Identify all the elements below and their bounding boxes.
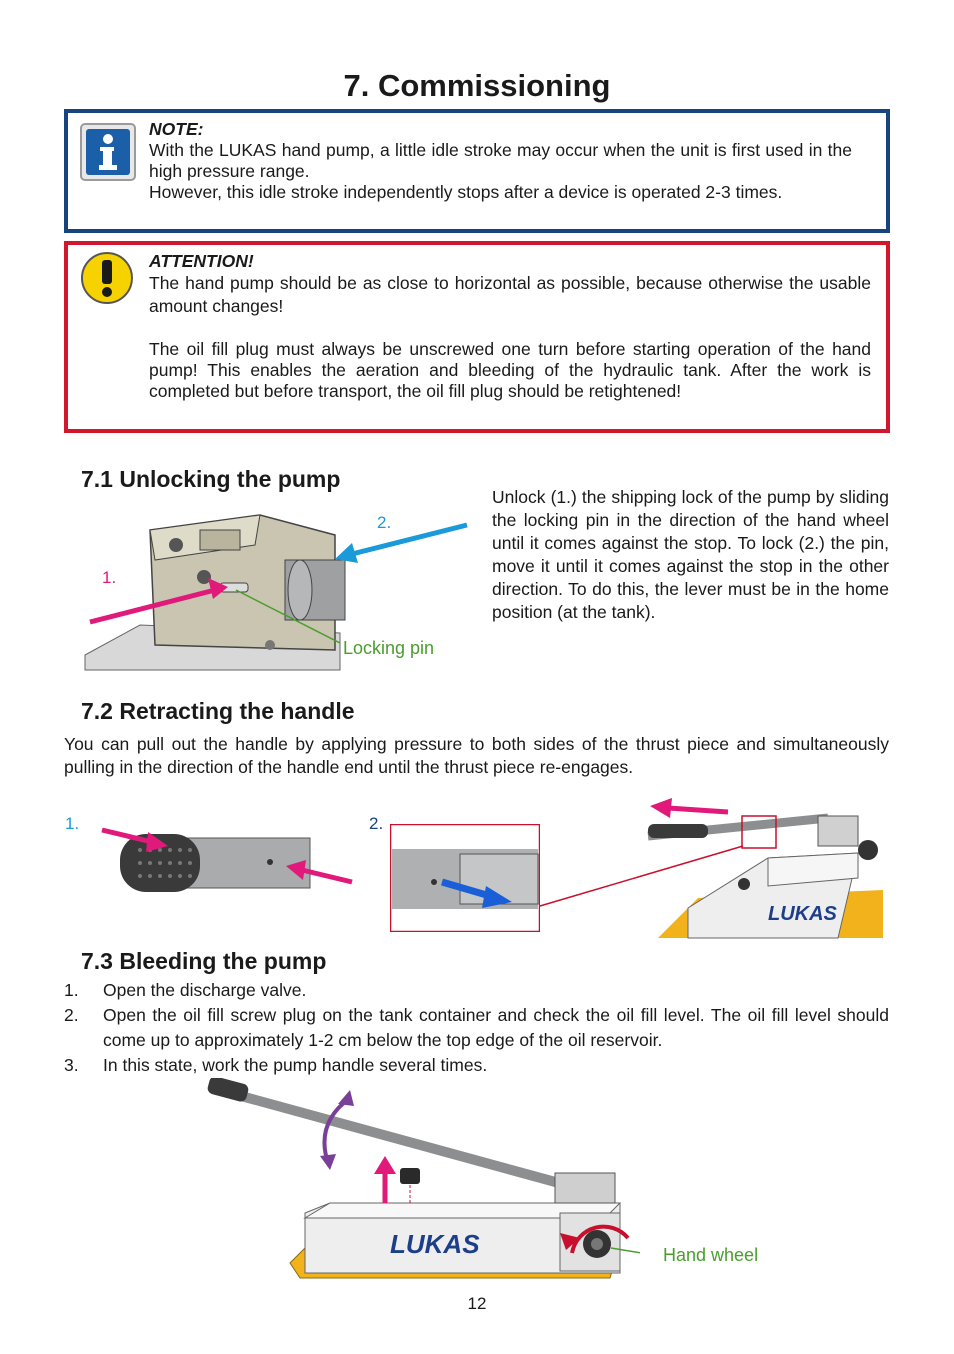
lukas-logo-large: LUKAS bbox=[390, 1229, 480, 1259]
section-7-1-text: Unlock (1.) the shipping lock of the pump by sliding the locking pin in the direction of the hand wheel until it comes against the stop. To lock (2.) the pin, move it until it comes against the stop in the other direction. To do this, the lever must be in the home position (at the tank). bbox=[492, 487, 889, 622]
unlock-label-1: 1. bbox=[102, 568, 117, 587]
step-2-text: Open the oil fill screw plug on the tank container and check the oil fill level. The oil fill level should come up to approximately 1-2 cm below the top edge of the oil reservoir. bbox=[103, 1005, 889, 1050]
handle-label-2: 2. bbox=[369, 814, 384, 833]
thrust-piece-detail bbox=[390, 824, 540, 932]
step-1-number: 1. bbox=[64, 980, 79, 1000]
hand-wheel-label: Hand wheel bbox=[663, 1245, 759, 1265]
lukas-logo-small: LUKAS bbox=[768, 903, 837, 925]
bleeding-pump-illustration bbox=[200, 1078, 640, 1283]
section-7-3-heading: 7.3 Bleeding the pump bbox=[81, 948, 327, 974]
attention-para-2: The oil fill plug must always be unscrewed one turn before starting operation of the hand pump! This enables the aeration and bleeding of the hydraulic tank. After the work is completed but before transport, the oil fill plug should be retightened! bbox=[149, 339, 871, 401]
page-title: 7. Commissioning bbox=[343, 68, 611, 103]
step-3-text: In this state, work the pump handle several times. bbox=[103, 1055, 488, 1075]
locking-pin-label: Locking pin bbox=[343, 638, 435, 658]
section-7-2-text: You can pull out the handle by applying pressure to both sides of the thrust piece and simultaneously pulling in the direction of the handle end until the thrust piece re-engages. bbox=[64, 734, 889, 777]
pump-overview-illustration bbox=[538, 798, 888, 943]
page-number: 12 bbox=[467, 1294, 487, 1313]
note-line-1: With the LUKAS hand pump, a little idle stroke may occur when the unit is first used in the high pressure range. bbox=[149, 140, 852, 181]
attention-box bbox=[64, 241, 890, 433]
section-7-2-heading: 7.2 Retracting the handle bbox=[81, 698, 355, 724]
note-line-2: However, this idle stroke independently stops after a device is operated 2-3 times. bbox=[149, 182, 783, 202]
attention-title: ATTENTION! bbox=[149, 251, 254, 271]
handle-grip-illustration bbox=[90, 820, 360, 910]
lock-label-2: 2. bbox=[377, 513, 392, 532]
step-3-number: 3. bbox=[64, 1055, 79, 1075]
handle-label-1: 1. bbox=[65, 814, 80, 833]
attention-text bbox=[149, 251, 871, 402]
info-icon bbox=[80, 123, 136, 181]
note-box bbox=[64, 109, 890, 233]
step-1-text: Open the discharge valve. bbox=[103, 980, 307, 1000]
note-text bbox=[149, 119, 852, 203]
section-7-1-heading: 7.1 Unlocking the pump bbox=[81, 466, 341, 492]
step-2-number: 2. bbox=[64, 1005, 79, 1025]
bleeding-steps-list bbox=[64, 978, 889, 1078]
warning-icon bbox=[80, 251, 134, 305]
attention-para-1: The hand pump should be as close to horizontal as possible, because otherwise the usable amount changes! bbox=[149, 273, 871, 316]
note-title: NOTE: bbox=[149, 119, 204, 139]
